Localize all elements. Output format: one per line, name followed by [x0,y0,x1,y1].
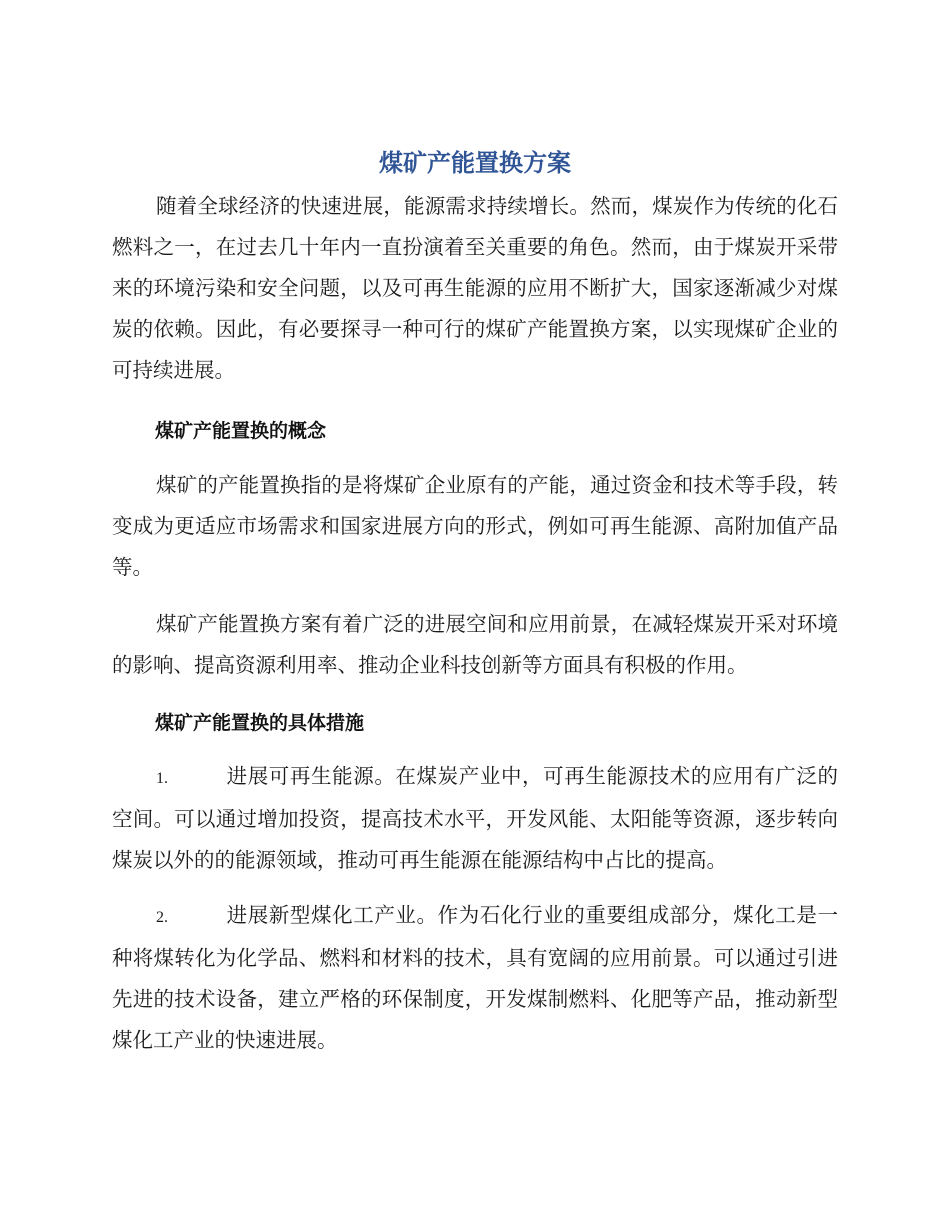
list-item [112,756,838,881]
section-heading-measures: 煤矿产能置换的具体措施 [155,712,365,734]
document-title: 煤矿产能置换方案 [379,149,571,177]
concept-paragraph-1: 煤矿的产能置换指的是将煤矿企业原有的产能，通过资金和技术等手段，转变成为更适应市场需求和国家进展方向的形式，例如可再生能源、高附加值产品等。 [112,473,838,579]
list-item-text: 进展可再生能源。在煤炭产业中，可再生能源技术的应用有广泛的空间。可以通过增加投资，提高技术水平，开发风能、太阳能等资源，逐步转向煤炭以外的的能源领域，推动可再生能源在能源结构中占比的提高。 [112,764,838,872]
section-heading-concept: 煤矿产能置换的概念 [155,420,327,442]
list-item [112,895,838,1061]
list-item-text: 进展新型煤化工产业。作为石化行业的重要组成部分，煤化工是一种将煤转化为化学品、燃料和材料的技术，具有宽阔的应用前景。可以通过引进先进的技术设备，建立严格的环保制度，开发煤制燃料、化肥等产品，推动新型煤化工产业的快速进展。 [112,903,838,1052]
list-item-number: 1. [156,770,168,787]
intro-paragraph: 随着全球经济的快速进展，能源需求持续增长。然而，煤炭作为传统的化石燃料之一，在过去几十年内一直扮演着至关重要的角色。然而，由于煤炭开采带来的环境污染和安全问题，以及可再生能源的应用不断扩大，国家逐渐减少对煤炭的依赖。因此，有必要探寻一种可行的煤矿产能置换方案，以实现煤矿企业的可持续进展。 [112,194,838,382]
list-item-number: 2. [156,909,168,926]
concept-paragraph-2: 煤矿产能置换方案有着广泛的进展空间和应用前景，在减轻煤炭开采对环境的影响、提高资源利用率、推动企业科技创新等方面具有积极的作用。 [112,612,838,677]
